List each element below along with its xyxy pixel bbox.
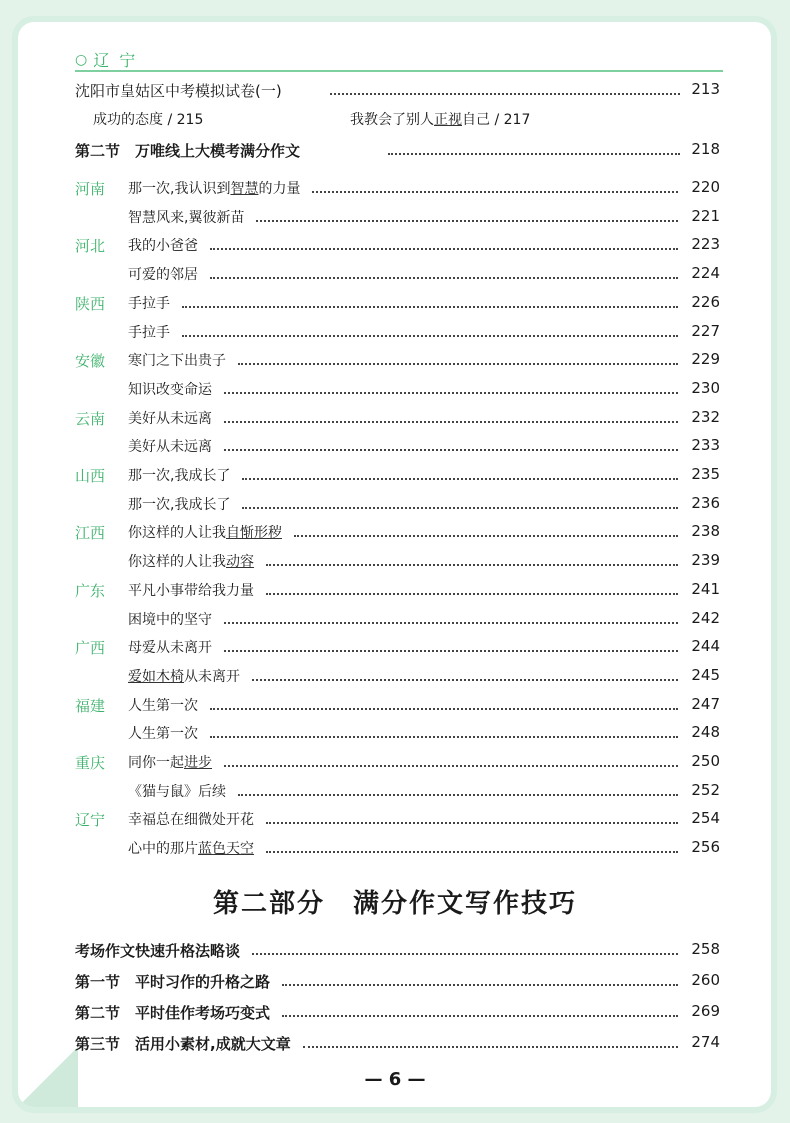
region-label: 江西 [75, 524, 106, 543]
toc-row[interactable] [0, 695, 790, 721]
toc-page: 256 [691, 838, 720, 857]
toc-title: 那一次,我成长了 [128, 496, 231, 513]
toc-row[interactable] [0, 522, 790, 548]
toc-row-part2[interactable] [0, 940, 790, 966]
region-label: 安徽 [75, 352, 106, 371]
toc-row-part2[interactable] [0, 1033, 790, 1059]
toc-row[interactable] [0, 781, 790, 807]
region-label: 河南 [75, 180, 106, 198]
region-header-label: 辽宁 [93, 51, 146, 70]
toc-page: 252 [691, 780, 720, 799]
toc-page: 213 [691, 80, 720, 98]
sub-entry[interactable]: 成功的态度 / 215 [93, 112, 204, 128]
toc-row[interactable] [0, 809, 790, 835]
toc-page: 241 [691, 579, 720, 598]
toc-page: 250 [691, 752, 720, 770]
toc-page: 226 [691, 292, 720, 311]
toc-row-exam[interactable] [0, 80, 790, 106]
dot-leader [388, 153, 680, 156]
toc-row[interactable] [0, 207, 790, 233]
toc-row[interactable] [0, 580, 790, 606]
dot-leader [303, 1046, 678, 1049]
toc-row[interactable] [0, 637, 790, 663]
toc-title: 心中的那片蓝色天空 [128, 841, 254, 858]
toc-page: 218 [691, 140, 720, 158]
dot-leader [242, 507, 678, 510]
toc-page: 230 [691, 378, 720, 397]
toc-row[interactable] [0, 264, 790, 290]
region-label: 广东 [75, 581, 106, 600]
toc-row[interactable] [0, 436, 790, 462]
page-number: — 6 — [364, 1069, 426, 1090]
dot-leader [210, 736, 678, 739]
toc-page: 244 [691, 637, 720, 656]
dot-leader [210, 708, 678, 711]
toc-title: 平凡小事带给我力量 [128, 582, 254, 599]
dot-leader [282, 1015, 678, 1018]
toc-page: 248 [691, 723, 720, 742]
toc-row[interactable] [0, 235, 790, 261]
toc-page: 245 [691, 665, 720, 684]
toc-title: 幸福总在细微处开花 [128, 812, 254, 829]
toc-row-exam-subs [0, 109, 790, 135]
toc-row[interactable] [0, 838, 790, 864]
toc-title: 考场作文快速升格法略谈 [75, 942, 241, 960]
dot-leader [210, 248, 678, 251]
dot-leader [294, 535, 678, 538]
dot-leader [182, 306, 678, 309]
toc-title: 智慧风来,翼彼新苗 [128, 209, 245, 226]
toc-title: 我的小爸爸 [128, 238, 198, 255]
toc-page: 236 [691, 493, 720, 512]
toc-title: 母爱从未离开 [128, 640, 212, 657]
toc-row[interactable] [0, 465, 790, 491]
toc-title: 美好从未远离 [128, 410, 212, 427]
toc-page: 242 [691, 608, 720, 627]
region-header-rule [75, 70, 723, 72]
toc-row[interactable] [0, 350, 790, 376]
toc-page: 233 [691, 436, 720, 455]
toc-row[interactable] [0, 609, 790, 635]
toc-row[interactable] [0, 494, 790, 520]
toc-title: 那一次,我成长了 [128, 468, 231, 484]
section-title: 第二节 万唯线上大模考满分作文 [75, 142, 301, 160]
region-label: 云南 [75, 409, 106, 428]
toc-page: 254 [691, 809, 720, 828]
toc-row[interactable] [0, 293, 790, 319]
dot-leader [224, 650, 678, 653]
toc-row[interactable] [0, 379, 790, 405]
toc-row-part2[interactable] [0, 1002, 790, 1028]
toc-page: 269 [691, 1002, 720, 1020]
toc-title: 知识改变命运 [128, 381, 212, 398]
dot-leader [224, 421, 678, 424]
toc-page: 239 [691, 551, 720, 570]
toc-title: 人生第一次 [128, 726, 198, 743]
toc-title: 手拉手 [128, 295, 170, 312]
part2-title: 第二部分 满分作文写作技巧 [212, 889, 577, 919]
toc-page: 260 [691, 971, 720, 989]
dot-leader [282, 984, 678, 987]
dot-leader [238, 794, 678, 797]
toc-title: 第三节 活用小素材,成就大文章 [75, 1035, 291, 1053]
dot-leader [252, 679, 678, 682]
toc-row[interactable] [0, 551, 790, 577]
toc-row[interactable] [0, 752, 790, 778]
dot-leader [210, 277, 678, 280]
region-label: 重庆 [75, 754, 106, 772]
toc-row[interactable] [0, 322, 790, 348]
toc-title: 你这样的人让我自惭形秽 [128, 525, 282, 542]
dot-leader [266, 851, 678, 854]
toc-page: 258 [691, 940, 720, 958]
toc-row[interactable] [0, 408, 790, 434]
dot-leader [224, 449, 678, 452]
toc-page: 227 [691, 321, 720, 340]
toc-title: 同你一起进步 [128, 755, 212, 771]
dot-leader [256, 220, 678, 223]
toc-title: 寒门之下出贵子 [128, 353, 226, 370]
region-label: 广西 [75, 639, 106, 658]
toc-title: 人生第一次 [128, 697, 198, 714]
toc-row-section2[interactable] [0, 140, 790, 166]
toc-title: 你这样的人让我动容 [128, 554, 254, 571]
dot-leader [182, 335, 678, 338]
region-header [75, 48, 145, 71]
toc-title: 第二节 平时佳作考场巧变式 [75, 1004, 271, 1022]
toc-title: 美好从未远离 [128, 439, 212, 456]
dot-leader [224, 765, 678, 768]
dot-leader [266, 822, 678, 825]
region-label: 山西 [75, 467, 106, 485]
dot-leader [312, 191, 678, 194]
dot-leader [330, 93, 680, 96]
toc-row[interactable] [0, 723, 790, 749]
toc-title: 《猫与鼠》后续 [128, 783, 226, 800]
toc-page: 238 [691, 522, 720, 541]
dot-leader [224, 392, 678, 395]
toc-page: 224 [691, 264, 720, 283]
dot-leader [224, 622, 678, 625]
toc-row[interactable] [0, 178, 790, 204]
region-label: 福建 [75, 696, 106, 715]
pin-icon: ○ [75, 51, 88, 68]
toc-title: 沈阳市皇姑区中考模拟试卷(一) [75, 82, 282, 100]
toc-title: 那一次,我认识到智慧的力量 [128, 181, 301, 197]
region-label: 陕西 [75, 294, 106, 313]
toc-title: 困境中的坚守 [128, 611, 212, 628]
toc-page: 229 [691, 350, 720, 369]
toc-title: 第一节 平时习作的升格之路 [75, 973, 271, 991]
toc-row-part2[interactable] [0, 971, 790, 997]
sub-entry[interactable]: 我教会了别人正视自己 / 217 [350, 112, 531, 128]
toc-page: 232 [691, 407, 720, 426]
toc-page: 221 [691, 206, 720, 225]
dot-leader [242, 478, 678, 481]
toc-row[interactable] [0, 666, 790, 692]
toc-page: 274 [691, 1033, 720, 1051]
dot-leader [238, 363, 678, 366]
region-label: 辽宁 [75, 811, 106, 830]
dot-leader [252, 953, 678, 956]
toc-page: 247 [691, 694, 720, 713]
dot-leader [266, 564, 678, 567]
toc-page: 220 [691, 178, 720, 196]
toc-page: 223 [691, 235, 720, 254]
toc-title: 爱如木椅从未离开 [128, 668, 240, 685]
dot-leader [266, 593, 678, 596]
toc-title: 手拉手 [128, 324, 170, 341]
region-label: 河北 [75, 237, 106, 256]
toc-page: 235 [691, 465, 720, 483]
toc-title: 可爱的邻居 [128, 267, 198, 284]
